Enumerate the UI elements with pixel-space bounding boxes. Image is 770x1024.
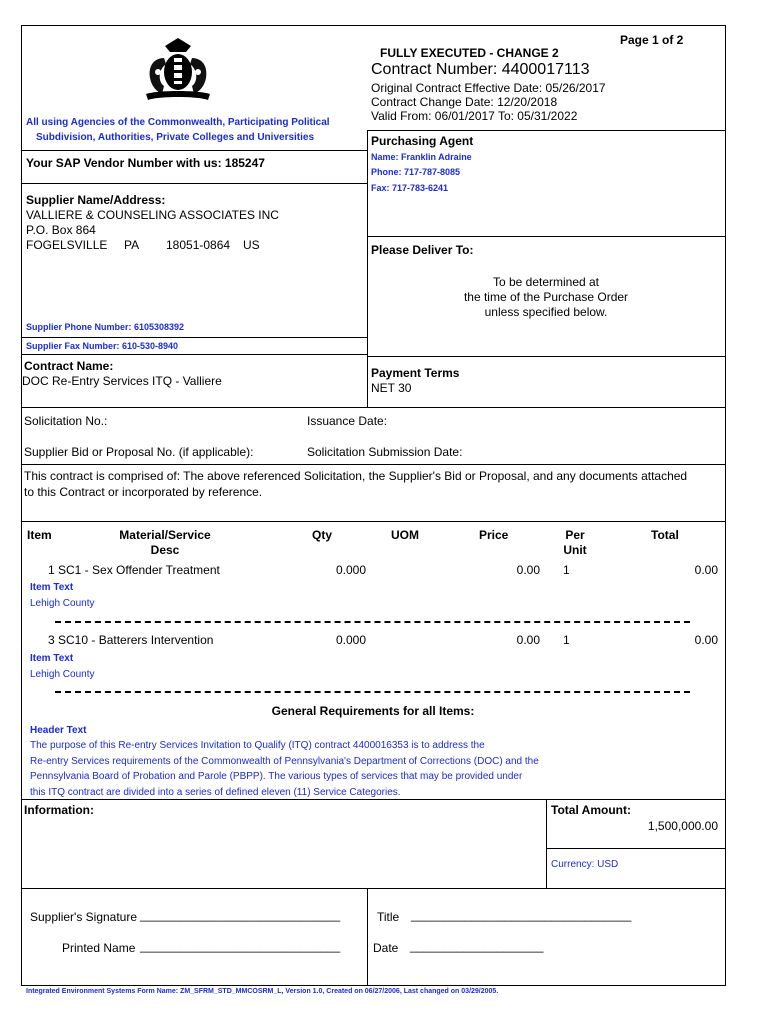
frame-top: [21, 25, 725, 26]
agent-name: Name: Franklin Adraine: [371, 152, 472, 162]
header-text-label: Header Text: [30, 725, 87, 736]
supplier-zip: 18051-0864: [166, 238, 231, 252]
rule-signature-top: [21, 888, 725, 889]
header-text-line-2: Re-entry Services requirements of the Commonwealth of Pennsylvania's Department of Corrections (DOC) and the: [30, 756, 539, 767]
col-per-1: Per: [565, 528, 585, 542]
rule-solicitation-top: [21, 407, 725, 408]
supplier-signature-line: ______________________________: [140, 908, 341, 922]
agencies-line-1: All using Agencies of the Commonwealth, Participating Political: [26, 117, 330, 128]
date-line: ____________________: [410, 939, 544, 953]
col-item: Item: [27, 528, 52, 542]
item-separator: [55, 691, 690, 693]
col-material-1: Material/Service: [119, 528, 211, 542]
supplier-fax: Supplier Fax Number: 610-530-8940: [26, 341, 179, 351]
agent-phone: Phone: 717-787-8085: [371, 167, 461, 177]
col-total: Total: [651, 528, 679, 542]
supplier-phone: Supplier Phone Number: 6105308392: [26, 322, 185, 332]
item-price: 0.00: [516, 563, 540, 577]
rule-payment-top: [367, 356, 725, 357]
item-qty: 0.000: [336, 633, 367, 647]
header-text-line-3: Pennsylvania Board of Probation and Parole (PBPP). The various types of services that may be provided under: [30, 771, 523, 782]
rule-agent-top: [367, 130, 725, 131]
comprised-line-2: to this Contract or incorporated by reference.: [24, 485, 263, 499]
date-label: Date: [373, 941, 399, 955]
signature-divider: [367, 888, 368, 985]
item-line: 1 SC1 - Sex Offender Treatment: [48, 563, 220, 577]
rule-comprised-top: [21, 464, 725, 465]
rule-table-top: [21, 521, 725, 522]
supplier-label: Supplier Name/Address:: [26, 193, 166, 207]
column-divider: [367, 130, 368, 407]
header-text-line-1: The purpose of this Re-entry Services Invitation to Qualify (ITQ) contract 4400016353 is to address the: [30, 740, 485, 751]
item-text-value: Lehigh County: [30, 598, 95, 609]
payment-terms-label: Payment Terms: [371, 366, 460, 380]
item-text-value: Lehigh County: [30, 669, 95, 680]
total-divider: [546, 799, 547, 888]
supplier-po-box: P.O. Box 864: [26, 223, 96, 237]
col-per-2: Unit: [563, 543, 587, 557]
col-qty: Qty: [312, 528, 333, 542]
supplier-city: FOGELSVILLE: [26, 238, 108, 252]
frame-bottom: [21, 985, 726, 986]
solicitation-no: Solicitation No.:: [24, 414, 108, 428]
bid-no: Supplier Bid or Proposal No. (if applicable):: [24, 445, 254, 459]
rule-deliver-top: [367, 236, 725, 237]
item-price: 0.00: [516, 633, 540, 647]
footer-form-name: Integrated Environment Systems Form Name: ZM_SFRM_STD_MMCOSRM_L, Version 1.0, Created on 06/27/2006, Last changed on 03/29/2005.: [26, 988, 499, 995]
item-total: 0.00: [694, 563, 718, 577]
contract-name-value: DOC Re-Entry Services ITQ - Valliere: [22, 374, 222, 388]
frame-right: [725, 25, 726, 985]
deliver-line-3: unless specified below.: [484, 305, 608, 319]
col-material-2: Desc: [150, 543, 180, 557]
comprised-line-1: This contract is comprised of: The above referenced Solicitation, the Supplier's Bid or Proposal, and any documents attached: [24, 469, 688, 483]
contract-change-date: Contract Change Date: 12/20/2018: [371, 95, 558, 109]
deliver-title: Please Deliver To:: [371, 243, 474, 257]
rule-phone-bottom: [21, 337, 367, 338]
supplier-name: VALLIERE & COUNSELING ASSOCIATES INC: [26, 208, 279, 222]
item-per: 1: [563, 563, 570, 577]
supplier-country: US: [243, 238, 260, 252]
valid-range: Valid From: 06/01/2017 To: 05/31/2022: [371, 109, 578, 123]
item-text-label: Item Text: [30, 653, 74, 664]
original-effective-date: Original Contract Effective Date: 05/26/2017: [371, 81, 606, 95]
vendor-number: Your SAP Vendor Number with us: 185247: [26, 156, 265, 170]
contract-name-label: Contract Name:: [24, 359, 114, 373]
rule-vendor-bottom: [21, 183, 367, 184]
issuance-date: Issuance Date:: [307, 414, 388, 428]
item-per: 1: [563, 633, 570, 647]
item-line: 3 SC10 - Batterers Intervention: [48, 633, 214, 647]
title-line: _________________________________: [411, 908, 632, 922]
title-label: Title: [377, 910, 400, 924]
currency: Currency: USD: [551, 859, 619, 870]
rule-fax-bottom: [21, 354, 367, 355]
item-qty: 0.000: [336, 563, 367, 577]
total-amount-label: Total Amount:: [551, 803, 631, 817]
deliver-line-2: the time of the Purchase Order: [463, 290, 629, 304]
information-label: Information:: [24, 803, 94, 817]
purchasing-agent-title: Purchasing Agent: [371, 134, 474, 148]
col-price: Price: [479, 528, 509, 542]
agencies-line-2: Subdivision, Authorities, Private Colleges and Universities: [36, 132, 315, 143]
contract-number: Contract Number: 4400017113: [371, 61, 590, 78]
executed-label: FULLY EXECUTED - CHANGE 2: [380, 46, 559, 60]
supplier-signature-label: Supplier's Signature: [30, 910, 138, 924]
printed-name-line: ______________________________: [140, 939, 341, 953]
commonwealth-seal-icon: [138, 36, 218, 102]
printed-name-label: Printed Name: [62, 941, 136, 955]
header-text-line-4: this ITQ contract are divided into a series of defined eleven (11) Service Categories.: [30, 787, 401, 798]
col-uom: UOM: [391, 528, 419, 542]
rule-currency-top: [546, 848, 725, 849]
supplier-state: PA: [124, 238, 140, 252]
page-number: Page 1 of 2: [620, 33, 684, 47]
submission-date: Solicitation Submission Date:: [307, 445, 463, 459]
item-text-label: Item Text: [30, 582, 74, 593]
rule-vendor-top: [21, 150, 367, 151]
deliver-line-1: To be determined at: [492, 275, 600, 289]
total-amount-value: 1,500,000.00: [647, 819, 718, 833]
rule-info-top: [21, 799, 725, 800]
agent-fax: Fax: 717-783-6241: [371, 183, 449, 193]
item-separator: [55, 621, 690, 623]
item-total: 0.00: [694, 633, 718, 647]
payment-terms-value: NET 30: [371, 381, 412, 395]
general-requirements-title: General Requirements for all Items:: [271, 704, 475, 718]
frame-left: [21, 25, 22, 985]
